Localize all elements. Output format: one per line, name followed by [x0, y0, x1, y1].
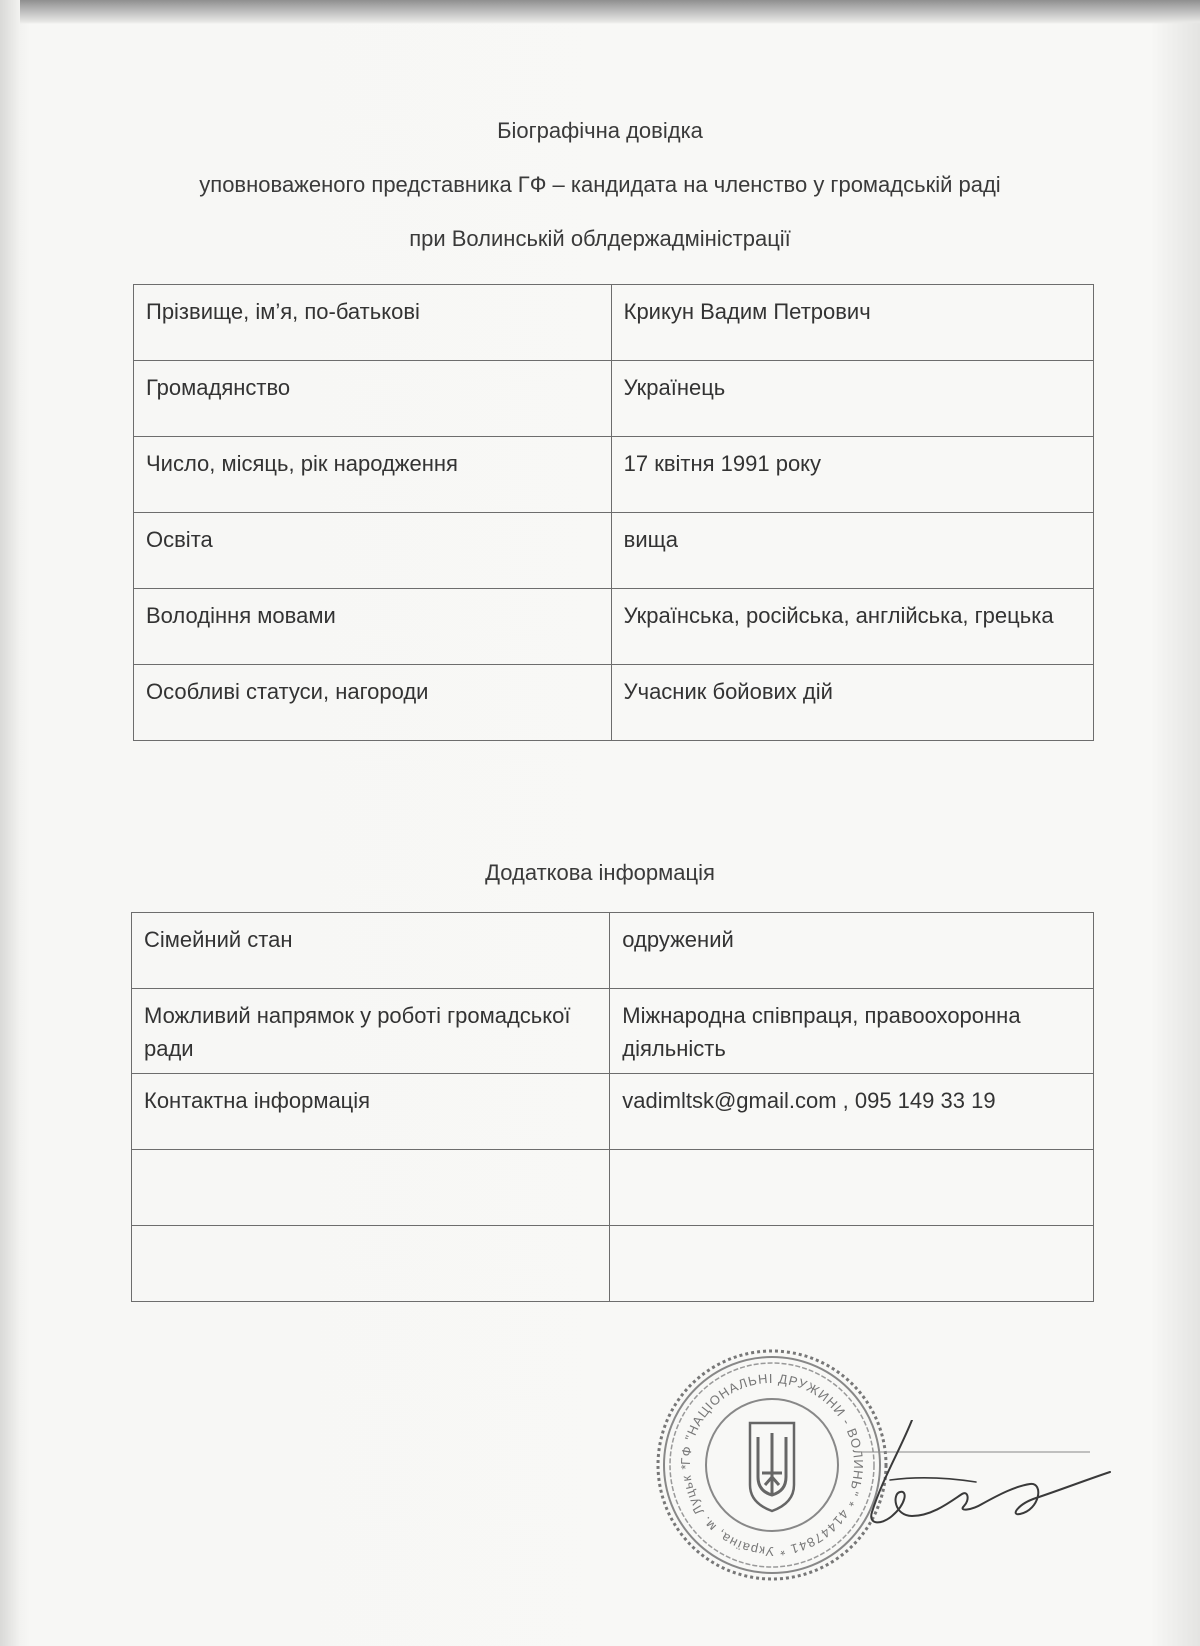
organization-stamp: [652, 1345, 892, 1585]
row-label-marital-status: Сімейний стан: [132, 913, 610, 989]
table-row: [132, 1150, 1094, 1226]
table-row: [134, 589, 1094, 665]
extra-info-table: [131, 912, 1094, 1302]
row-value-citizenship: Українець: [611, 361, 1093, 437]
table-row: [134, 513, 1094, 589]
row-value-languages: Українська, російська, англійська, грецька: [611, 589, 1093, 665]
row-label-education: Освіта: [134, 513, 612, 589]
row-value-marital-status: одружений: [610, 913, 1094, 989]
row-label-empty: [132, 1226, 610, 1302]
table-row: [132, 913, 1094, 989]
document-subtitle: уповноваженого представника ГФ – кандидата на членство у громадській раді: [199, 172, 1001, 197]
row-value-empty: [610, 1226, 1094, 1302]
row-value-awards: Учасник бойових дій: [611, 665, 1093, 741]
table-row: [132, 1074, 1094, 1150]
row-value-full-name: Крикун Вадим Петрович: [611, 285, 1093, 361]
document-title: Біографічна довідка: [497, 118, 703, 143]
trident-icon: [750, 1423, 794, 1511]
stamp-icon: [652, 1345, 892, 1585]
stamp-outer-text: ГФ "НАЦІОНАЛЬНІ ДРУЖИНИ - ВОЛИНЬ" * 41447841 * Україна, м. Луцьк *: [677, 1370, 867, 1560]
table-row: [134, 361, 1094, 437]
row-value-birth-date: 17 квітня 1991 року: [611, 437, 1093, 513]
row-label-full-name: Прізвище, ім’я, по-батькові: [134, 285, 612, 361]
bio-table: [133, 284, 1094, 741]
table-row: [132, 1226, 1094, 1302]
signature-icon: [860, 1420, 1120, 1540]
scan-top-edge: [0, 0, 1200, 24]
table-row: [134, 285, 1094, 361]
row-label-work-direction: Можливий напрямок у роботі громадської ради: [132, 989, 610, 1074]
row-label-citizenship: Громадянство: [134, 361, 612, 437]
row-label-contact-info: Контактна інформація: [132, 1074, 610, 1150]
row-value-work-direction: Міжнародна співпраця, правоохоронна діяльність: [610, 989, 1094, 1074]
row-value-empty: [610, 1150, 1094, 1226]
row-value-contact-info: vadimltsk@gmail.com , 095 149 33 19: [610, 1074, 1094, 1150]
row-value-education: вища: [611, 513, 1093, 589]
row-label-awards: Особливі статуси, нагороди: [134, 665, 612, 741]
row-label-birth-date: Число, місяць, рік народження: [134, 437, 612, 513]
row-label-empty: [132, 1150, 610, 1226]
table-row: [134, 437, 1094, 513]
table-row: [132, 989, 1094, 1074]
signature: [860, 1420, 1120, 1540]
document-subtitle-2: при Волинській облдержадміністрації: [409, 226, 791, 251]
table-row: [134, 665, 1094, 741]
extra-section-title: Додаткова інформація: [485, 860, 715, 885]
row-label-languages: Володіння мовами: [134, 589, 612, 665]
